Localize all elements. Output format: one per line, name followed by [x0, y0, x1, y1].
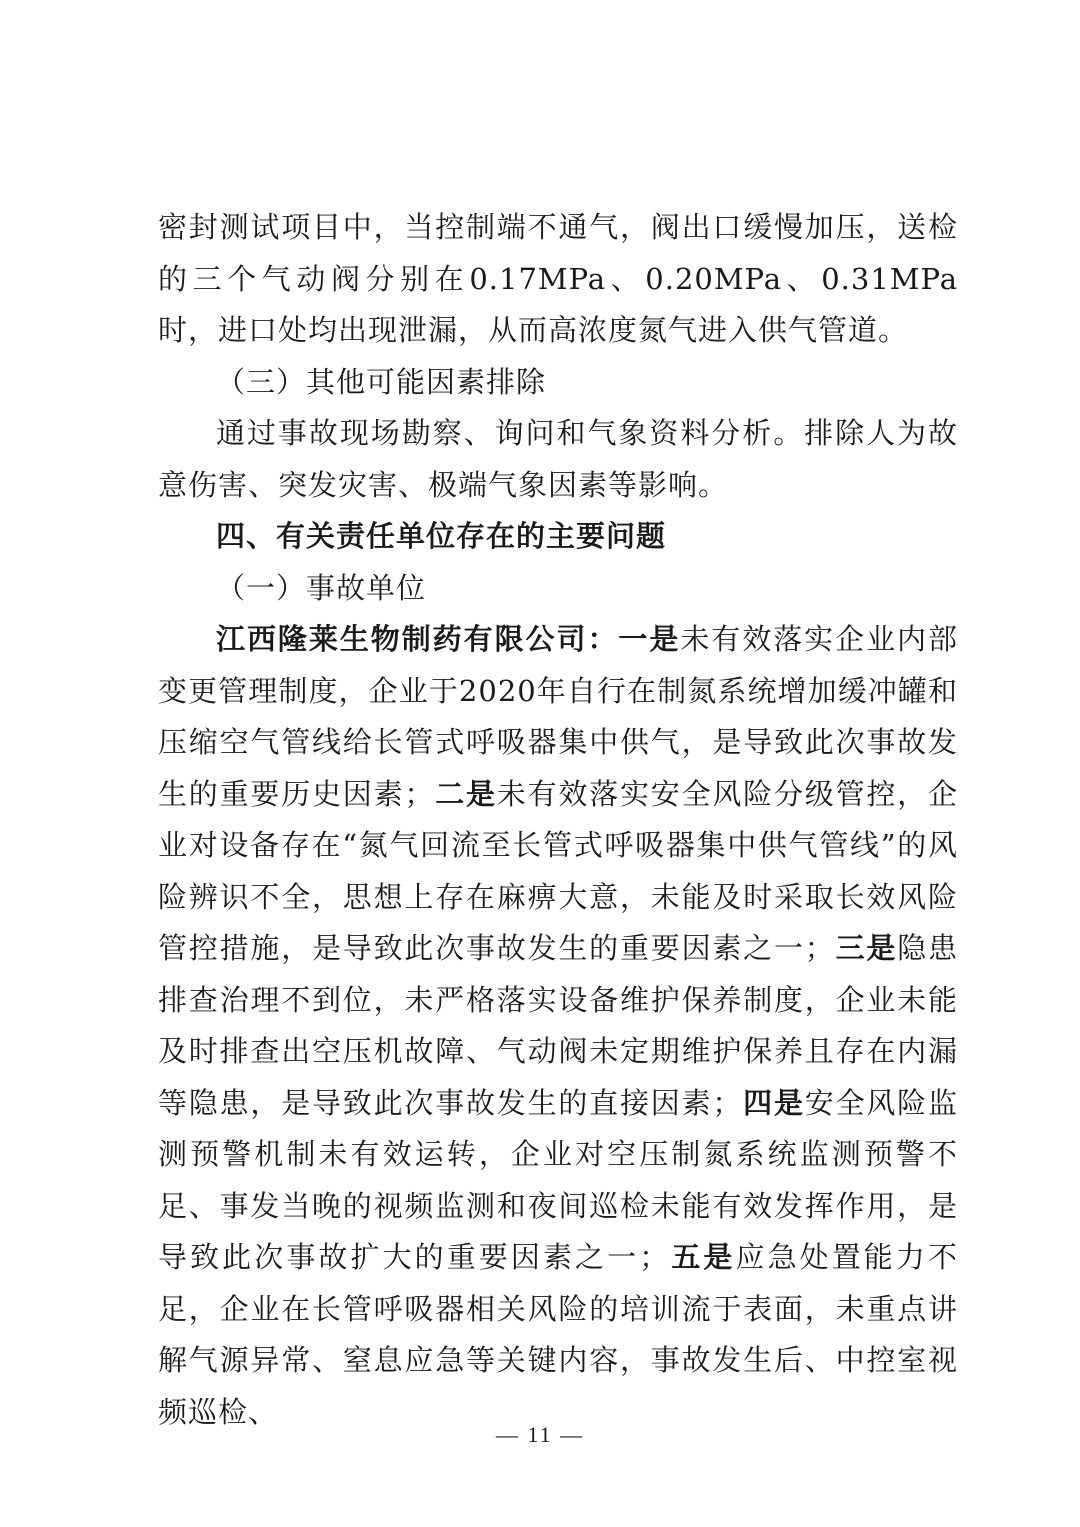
section-heading-other-factors: （三）其他可能因素排除	[216, 364, 547, 399]
point-marker-4: 四是	[742, 1085, 805, 1120]
point-text-4: 安全风险监测预警机制未有效运转，企业对空压制氮系统监测预警不足、事发当晚的视频监测和夜间巡检未能有效发挥作用，是导致此次事故扩大的重要因素之一；	[158, 1085, 958, 1274]
point-marker-5: 五是	[669, 1240, 736, 1274]
point-marker-3: 三是	[834, 931, 898, 965]
paragraph-factors-excluded: 通过事故现场勘察、询问和气象资料分析。排除人为故意伤害、突发灾害、极端气象因素等影响。	[158, 416, 958, 502]
company-name: 江西隆莱生物制药有限公司：	[216, 622, 619, 656]
point-text-2: 未有效落实安全风险分级管控，企业对设备存在“氮气回流至长管式呼吸器集中供气管线”的风险辨识不全，思想上存在麻痹大意，未能及时采取长效风险管控措施，是导致此次事故发生的重要因素之一；	[158, 776, 958, 965]
point-marker-1: 一是	[618, 622, 681, 656]
page-number: — 11 —	[495, 1422, 585, 1447]
chapter-heading-main-problems: 四、有关责任单位存在的主要问题	[216, 519, 667, 553]
point-text-3: 隐患排查治理不到位，未严格落实设备维护保养制度，企业未能及时排查出空压机故障、气动阀未定期维护保养且存在内漏等隐患，是导致此次事故发生的直接因素；	[158, 931, 958, 1120]
point-text-1: 未有效落实企业内部变更管理制度，企业于2020年自行在制氮系统增加缓冲罐和压缩空气管线给长管式呼吸器集中供气，是导致此次事故发生的重要历史因素；	[158, 622, 958, 811]
point-text-5: 应急处置能力不足，企业在长管呼吸器相关风险的培训流于表面，未重点讲解气源异常、窒息应急等关键内容，事故发生后、中控室视频巡检、	[158, 1240, 958, 1429]
document-body	[158, 202, 958, 1438]
paragraph-company-problems	[158, 614, 958, 1438]
section-heading-accident-unit: （一）事故单位	[216, 570, 427, 605]
paragraph-sealing-test: 密封测试项目中，当控制端不通气，阀出口缓慢加压，送检的三个气动阀分别在0.17MPa、0.20MPa、0.31MPa时，进口处均出现泄漏，从而高浓度氮气进入供气管道。	[158, 210, 958, 347]
point-marker-2: 二是	[434, 776, 497, 811]
